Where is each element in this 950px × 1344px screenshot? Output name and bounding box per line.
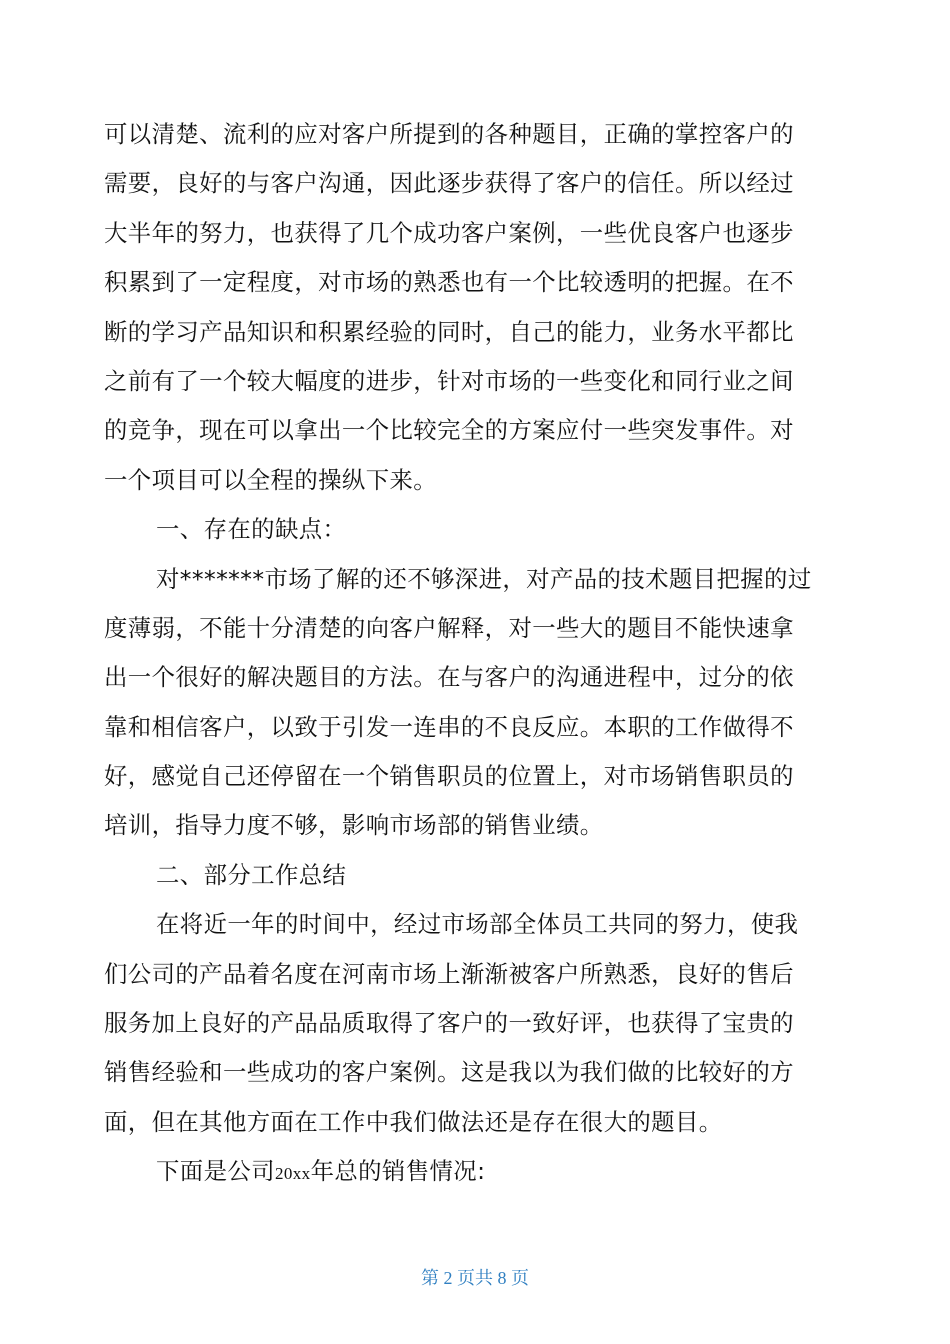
paragraph-summary (104, 900, 830, 1189)
text-line: 大半年的努力，也获得了几个成功客户案例，一些优良客户也逐步 (104, 218, 794, 247)
text-line: 断的学习产品知识和积累经验的同时，自己的能力，业务水平都比 (104, 317, 794, 346)
text-line: 对*******市场了解的还不够深进，对产品的技术题目把握的过 (156, 564, 812, 593)
sales-intro-line (104, 1147, 830, 1189)
paragraph-continued (104, 110, 830, 505)
text-line: 积累到了一定程度，对市场的熟悉也有一个比较透明的把握。在不 (104, 268, 794, 297)
text-line: 销售经验和一些成功的客户案例。这是我以为我们做的比较好的方 (104, 1058, 794, 1087)
text-line: 面，但在其他方面在工作中我们做法还是存在很大的题目。 (104, 1107, 723, 1136)
text-line: 靠和相信客户，以致于引发一连串的不良反应。本职的工作做得不 (104, 712, 794, 741)
sales-intro-year: 20xx (274, 1164, 311, 1184)
section-heading-shortcomings: 一、存在的缺点： (156, 515, 347, 544)
text-line: 好，感觉自己还停留在一个销售职员的位置上，对市场销售职员的 (104, 762, 794, 791)
text-line: 需要，良好的与客户沟通，因此逐步获得了客户的信任。所以经过 (104, 169, 794, 198)
text-line: 的竞争，现在可以拿出一个比较完全的方案应付一些突发事件。对 (104, 416, 794, 445)
text-line: 培训，指导力度不够，影响市场部的销售业绩。 (104, 811, 604, 840)
sales-intro-before: 下面是公司 (156, 1157, 275, 1186)
page-number-footer: 第 2 页共 8 页 (421, 1268, 529, 1288)
text-line: 们公司的产品着名度在河南市场上渐渐被客户所熟悉，良好的售后 (104, 959, 794, 988)
sales-intro-after: 年总的销售情况: (310, 1157, 486, 1186)
text-line: 一个项目可以全程的操纵下来。 (104, 465, 438, 494)
text-line: 可以清楚、流利的应对客户所提到的各种题目，正确的掌控客户的 (104, 120, 794, 148)
text-line: 在将近一年的时间中，经过市场部全体员工共同的努力，使我 (156, 910, 799, 939)
text-line: 服务加上良好的产品品质取得了客户的一致好评，也获得了宝贵的 (104, 1009, 794, 1038)
text-line: 出一个很好的解决题目的方法。在与客户的沟通进程中，过分的依 (104, 663, 794, 692)
text-line: 度薄弱，不能十分清楚的向客户解释，对一些大的题目不能快速拿 (104, 613, 794, 642)
document-body (104, 110, 830, 1189)
paragraph-shortcomings (104, 555, 830, 851)
section-heading-summary: 二、部分工作总结 (156, 860, 347, 889)
text-line: 之前有了一个较大幅度的进步，针对市场的一些变化和同行业之间 (104, 366, 794, 395)
